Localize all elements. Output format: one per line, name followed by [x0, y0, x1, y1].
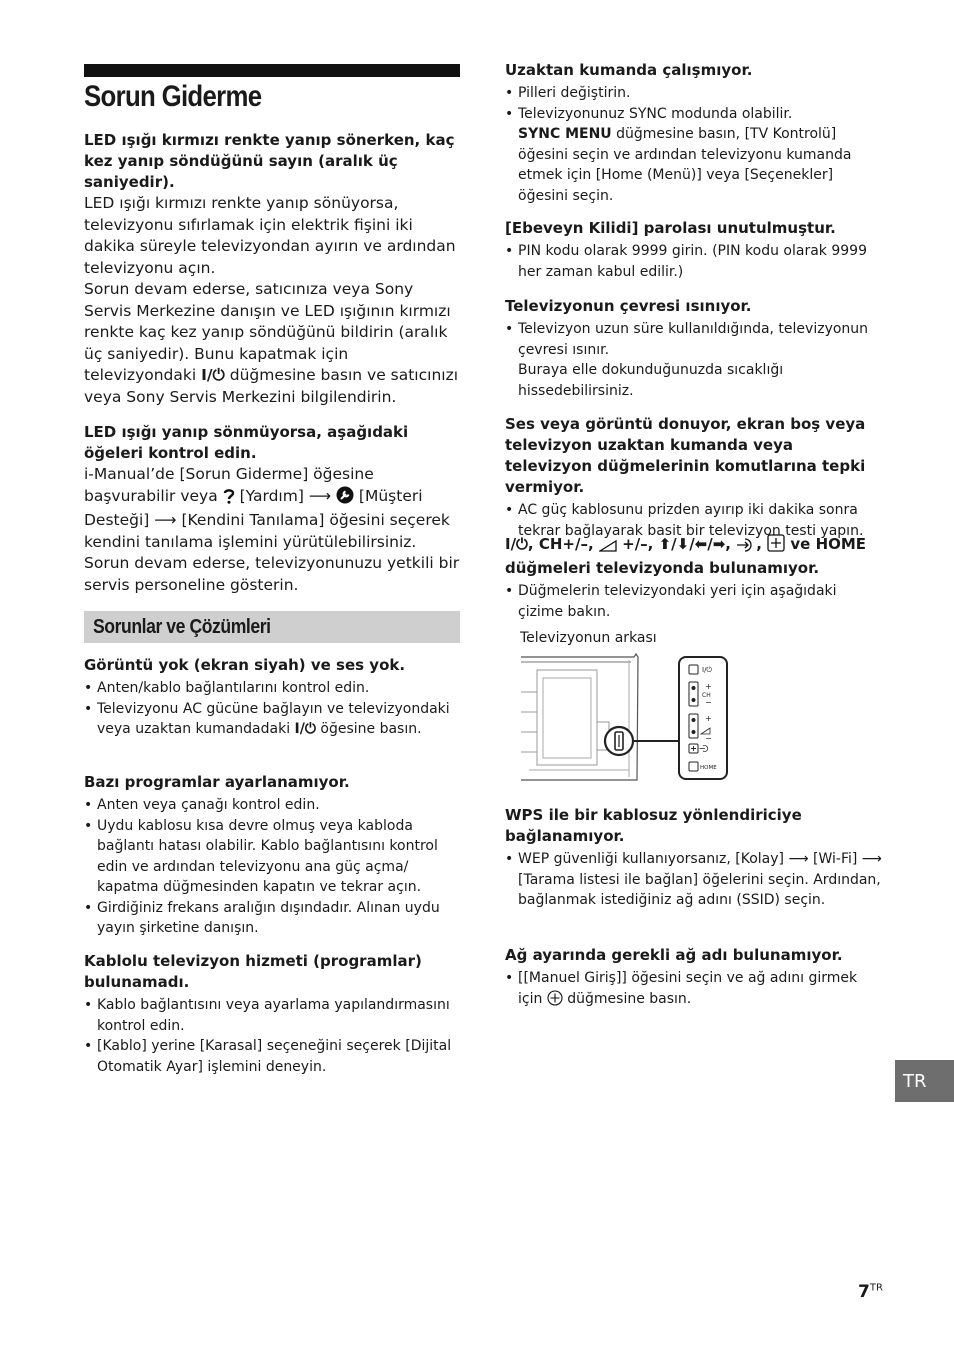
ssid-block [505, 945, 883, 1012]
list-item-text-c: [Tarama listesi ile bağlan] öğelerini seçin. Ardından, bağlanmak istediğiniz ağ adını (SSID) seçin. [518, 871, 881, 908]
no-picture-heading: Görüntü yok (ekran siyah) ve ses yok. [84, 656, 406, 674]
wrench-circle-icon [336, 486, 354, 511]
no-picture-block [84, 655, 462, 740]
enter-circle-icon [547, 990, 563, 1013]
freeze-heading: Ses veya görüntü donuyor, ekran boş veya televizyon uzaktan kumanda veya televizyon düğmelerinin komutlarına tepki vermiyor. [505, 415, 866, 496]
list-item: • Girdiğiniz frekans aralığın dışındadır. Alınan uydu yayın şirketine danışın. [84, 898, 462, 939]
list-item: • AC güç kablosunu prizden ayırıp iki dakika sonra tekrar bağlayarak basit bir televizyon testi yapın. [505, 500, 883, 541]
buttons-heading-text-b: +/–, ⬆/⬇/⬅/➡, [622, 535, 731, 553]
buttons-block [505, 534, 883, 622]
arrow-right-icon: ⟶ [154, 511, 177, 529]
list-item [505, 104, 883, 207]
led-blink-p2-text-b: düğmesine basın ve satıcınızı veya Sony Servis Merkezini bilgilendirin. [84, 366, 459, 406]
wps-block [505, 805, 883, 911]
list-item-text-a: [[Manuel Giriş]] öğesini seçin ve ağ adını girmek için [518, 970, 858, 1007]
label-vol-plus: + [705, 714, 712, 723]
wps-heading: WPS ile bir kablosuz yönlendiriciye bağlanamıyor. [505, 806, 802, 845]
list-item-text-a: Televizyonunuz SYNC modunda olabilir. [518, 105, 793, 122]
cable-heading: Kablolu televizyon hizmeti (programlar) bulunamadı. [84, 952, 422, 991]
customer-support-label: [Müşteri Desteği] [84, 486, 423, 529]
list-item [505, 319, 883, 401]
volume-icon [599, 537, 617, 558]
remote-heading: Uzaktan kumanda çalışmıyor. [505, 61, 753, 79]
led-off-p1-text-a: i-Manual’de [Sorun Giderme] öğesine başvurabilir veya [84, 465, 374, 505]
list-item [505, 968, 883, 1012]
arrow-right-icon: ⟶ [861, 851, 882, 867]
heat-heading: Televizyonun çevresi ısınıyor. [505, 297, 752, 315]
list-item: • Anten/kablo bağlantılarını kontrol edin. [84, 678, 462, 699]
list-item-text-b: düğmesine basın. [567, 990, 692, 1007]
list-item-text-a: Televizyon uzun süre kullanıldığında, televizyonun çevresi ısınır. [518, 321, 869, 358]
arrow-right-icon: ⟶ [788, 851, 809, 867]
power-symbol: I/⏻ [294, 721, 316, 737]
figure-caption: Televizyonun arkası [520, 630, 657, 646]
list-item-text-a: Televizyonu AC gücüne bağlayın ve televizyondaki veya uzaktan kumandadaki [97, 700, 450, 737]
led-blink-paragraph-1: LED ışığı kırmızı renkte yanıp sönüyorsa, televizyonu sıfırlamak için elektrik fişini iki dakika süreyle televizyondan ayırın ve ardından televizyonu açın. [84, 194, 456, 277]
list-item-text-b: öğesine basın. [320, 721, 422, 737]
led-off-paragraph-2: Sorun devam ederse, televizyonunuzu yetkili bir servis personeline gösterin. [84, 554, 460, 594]
label-vol-minus: − [705, 734, 712, 743]
label-power: I/⏻ [702, 666, 712, 674]
label-ch: CH [702, 692, 711, 699]
list-item-text-b: düğmesine basın, [TV Kontrolü] öğesini seçin ve ardından televizyonu kumanda etmek için [Home (Menü)] veya [Seçenekler] öğesini seçin. [518, 126, 852, 204]
sync-menu-label: SYNC MENU [518, 126, 612, 142]
arrow-right-icon: ⟶ [308, 486, 332, 505]
parental-heading: [Ebeveyn Kilidi] parolası unutulmuştur. [505, 219, 836, 237]
led-off-p1-text-b: [Kendini Tanılama] öğesini seçerek kendini tanılama işlemini yürütülebilirsiniz. [84, 511, 450, 551]
led-blink-heading: LED ışığı kırmızı renkte yanıp sönerken, kaç kez yanıp söndüğünü sayın (aralık üç saniyedir). [84, 131, 455, 191]
freeze-block [505, 414, 883, 541]
led-blink-block [84, 130, 462, 408]
page-number-suffix: TR [869, 1282, 883, 1294]
page-number [858, 1282, 883, 1302]
parental-block [505, 218, 883, 282]
led-blink-p2-text-a: Sorun devam ederse, satıcınıza veya Sony Servis Merkezine danışın ve LED ışığının kırmızı renkte kaç kez yanıp söndüğünü bildirin (aralık üç saniyedir). Bunu kapatmak için televizyondaki [84, 280, 451, 384]
label-ch-minus: − [705, 698, 712, 707]
heat-block [505, 296, 883, 401]
list-item [505, 849, 883, 911]
buttons-heading: I/⏻, CH+/–, +/–, ⬆/⬇/⬅/➡, , ve HOME düğmeleri televizyonda bulunamıyor. [505, 535, 867, 577]
page-number-value: 7 [858, 1282, 870, 1302]
list-item-text-a: WEP güvenliği kullanıyorsanız, [Kolay] [518, 851, 785, 867]
help-label: [Yardım] [239, 486, 304, 505]
label-ch-plus: + [705, 682, 712, 691]
label-home: HOME [700, 765, 717, 771]
ssid-heading: Ağ ayarında gerekli ağ adı bulunamıyor. [505, 946, 843, 964]
list-item: • Uydu kablosu kısa devre olmuş veya kabloda bağlantı hatası olabilir. Kablo bağlantısını kontrol edin ve ardından televizyonu ana güç açma/ kapatma düğmesinden kapatın ve tekrar açın. [84, 816, 462, 898]
list-item [84, 699, 462, 740]
section-title: Sorunlar ve Çözümleri [93, 615, 271, 638]
page-title: Sorun Giderme [84, 80, 262, 113]
list-item: • Pilleri değiştirin. [505, 83, 883, 104]
programs-heading: Bazı programlar ayarlanamıyor. [84, 773, 350, 791]
led-off-heading: LED ışığı yanıp sönmüyorsa, aşağıdaki öğeleri kontrol edin. [84, 423, 409, 462]
section-bar [84, 611, 460, 643]
buttons-heading-text-c: ve HOME düğmeleri televizyonda bulunamıyor. [505, 535, 867, 577]
list-item: • Kablo bağlantısını veya ayarlama yapılandırmasını kontrol edin. [84, 995, 462, 1036]
list-item: • [Kablo] yerine [Karasal] seçeneğini seçerek [Dijital Otomatik Ayar] işlemini deneyin. [84, 1036, 462, 1077]
list-item-text-b: [Wi-Fi] [813, 851, 858, 867]
list-item: • PIN kodu olarak 9999 girin. (PIN kodu olarak 9999 her zaman kabul edilir.) [505, 241, 883, 282]
help-question-icon [223, 488, 235, 511]
language-tab: TR [895, 1060, 954, 1102]
list-item-text-b: Buraya elle dokunduğunuzda sıcaklığı hissedebilirsiniz. [518, 362, 784, 399]
title-rule [84, 64, 460, 77]
led-off-paragraph-1 [84, 464, 462, 553]
list-item: • Anten veya çanağı kontrol edin. [84, 795, 462, 816]
tv-back-illustration [519, 652, 729, 784]
input-icon [736, 537, 756, 558]
enter-plus-icon [767, 534, 785, 558]
led-off-block [84, 422, 462, 596]
list-item: • Düğmelerin televizyondaki yeri için aşağıdaki çizime bakın. [505, 581, 883, 622]
led-blink-paragraph-2 [84, 279, 462, 408]
cable-block [84, 951, 462, 1077]
power-symbol: I/⏻ [201, 366, 225, 384]
buttons-heading-text-a: I/⏻, CH+/–, [505, 535, 594, 553]
programs-block [84, 772, 462, 939]
remote-block [505, 60, 883, 206]
